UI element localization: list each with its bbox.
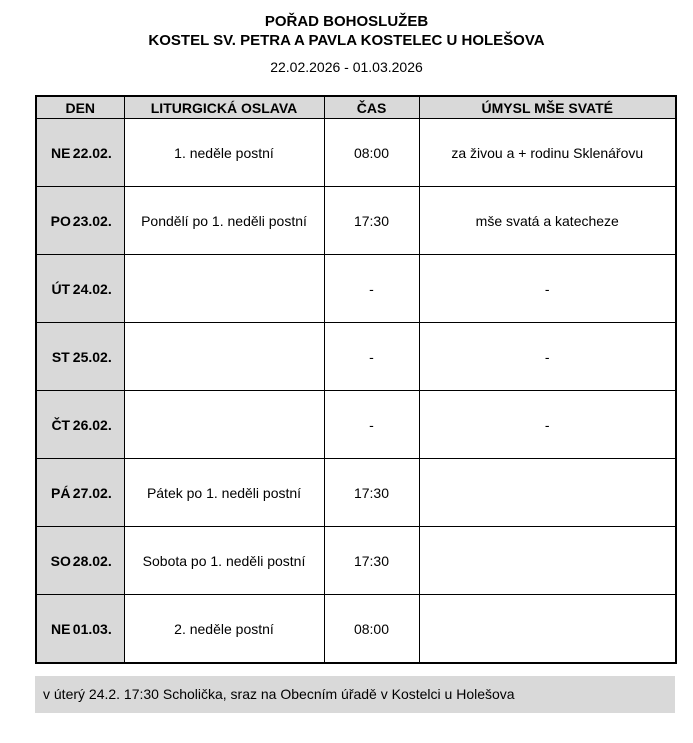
table-row: [36, 187, 676, 255]
table-row: [36, 323, 676, 391]
day-date: 24.02.: [72, 280, 112, 297]
intention-cell: [419, 595, 676, 664]
page-header: [0, 0, 693, 76]
day-abbrev: SO: [50, 552, 71, 569]
intention-cell: -: [419, 255, 676, 323]
day-abbrev: PO: [50, 212, 71, 229]
intention-cell: -: [419, 391, 676, 459]
day-cell: [36, 459, 124, 527]
day-date: 27.02.: [72, 484, 112, 501]
day-cell: [36, 323, 124, 391]
column-header-cas: ČAS: [324, 96, 419, 119]
day-cell: [36, 187, 124, 255]
day-cell: [36, 527, 124, 595]
page-title: POŘAD BOHOSLUŽEB: [264, 13, 429, 30]
day-date: 22.02.: [72, 144, 112, 161]
day-cell: [36, 255, 124, 323]
day-abbrev: NE: [51, 620, 71, 637]
intention-cell: za živou a + rodinu Sklenářovu: [419, 119, 676, 187]
time-cell: -: [324, 255, 419, 323]
time-cell: 08:00: [324, 595, 419, 664]
table-row: [36, 595, 676, 664]
celebration-cell: [124, 255, 324, 323]
column-header-liturgicka-oslava: LITURGICKÁ OSLAVA: [124, 96, 324, 119]
intention-cell: [419, 459, 676, 527]
day-date: 28.02.: [72, 552, 112, 569]
table-header-row: [36, 96, 676, 119]
day-cell: [36, 391, 124, 459]
intention-cell: [419, 527, 676, 595]
day-date: 26.02.: [72, 416, 112, 433]
day-cell: [36, 595, 124, 664]
date-range: 22.02.2026 - 01.03.2026: [270, 59, 423, 75]
celebration-cell: 2. neděle postní: [124, 595, 324, 664]
intention-cell: mše svatá a katecheze: [419, 187, 676, 255]
celebration-cell: [124, 391, 324, 459]
table-row: [36, 255, 676, 323]
time-cell: 17:30: [324, 459, 419, 527]
day-cell: [36, 119, 124, 187]
time-cell: -: [324, 391, 419, 459]
day-abbrev: ČT: [51, 416, 71, 433]
footer-note: v úterý 24.2. 17:30 Scholička, sraz na Obecním úřadě v Kostelci u Holešova: [35, 676, 675, 713]
column-header-umysl: ÚMYSL MŠE SVATÉ: [419, 96, 676, 119]
day-abbrev: NE: [51, 144, 71, 161]
table-row: [36, 527, 676, 595]
time-cell: 17:30: [324, 527, 419, 595]
day-abbrev: ÚT: [51, 280, 71, 297]
celebration-cell: [124, 323, 324, 391]
day-date: 01.03.: [72, 620, 112, 637]
column-header-den: DEN: [36, 96, 124, 119]
intention-cell: -: [419, 323, 676, 391]
table-row: [36, 391, 676, 459]
time-cell: -: [324, 323, 419, 391]
day-abbrev: PÁ: [51, 484, 71, 501]
celebration-cell: Sobota po 1. neděli postní: [124, 527, 324, 595]
time-cell: 17:30: [324, 187, 419, 255]
table-row: [36, 459, 676, 527]
day-date: 23.02.: [72, 212, 112, 229]
church-name: KOSTEL SV. PETRA A PAVLA KOSTELEC U HOLEŠOVA: [148, 32, 545, 49]
celebration-cell: 1. neděle postní: [124, 119, 324, 187]
day-abbrev: ST: [51, 348, 70, 365]
schedule-table: [35, 95, 677, 664]
celebration-cell: Pátek po 1. neděli postní: [124, 459, 324, 527]
day-date: 25.02.: [72, 348, 112, 365]
table-row: [36, 119, 676, 187]
time-cell: 08:00: [324, 119, 419, 187]
celebration-cell: Pondělí po 1. neděli postní: [124, 187, 324, 255]
